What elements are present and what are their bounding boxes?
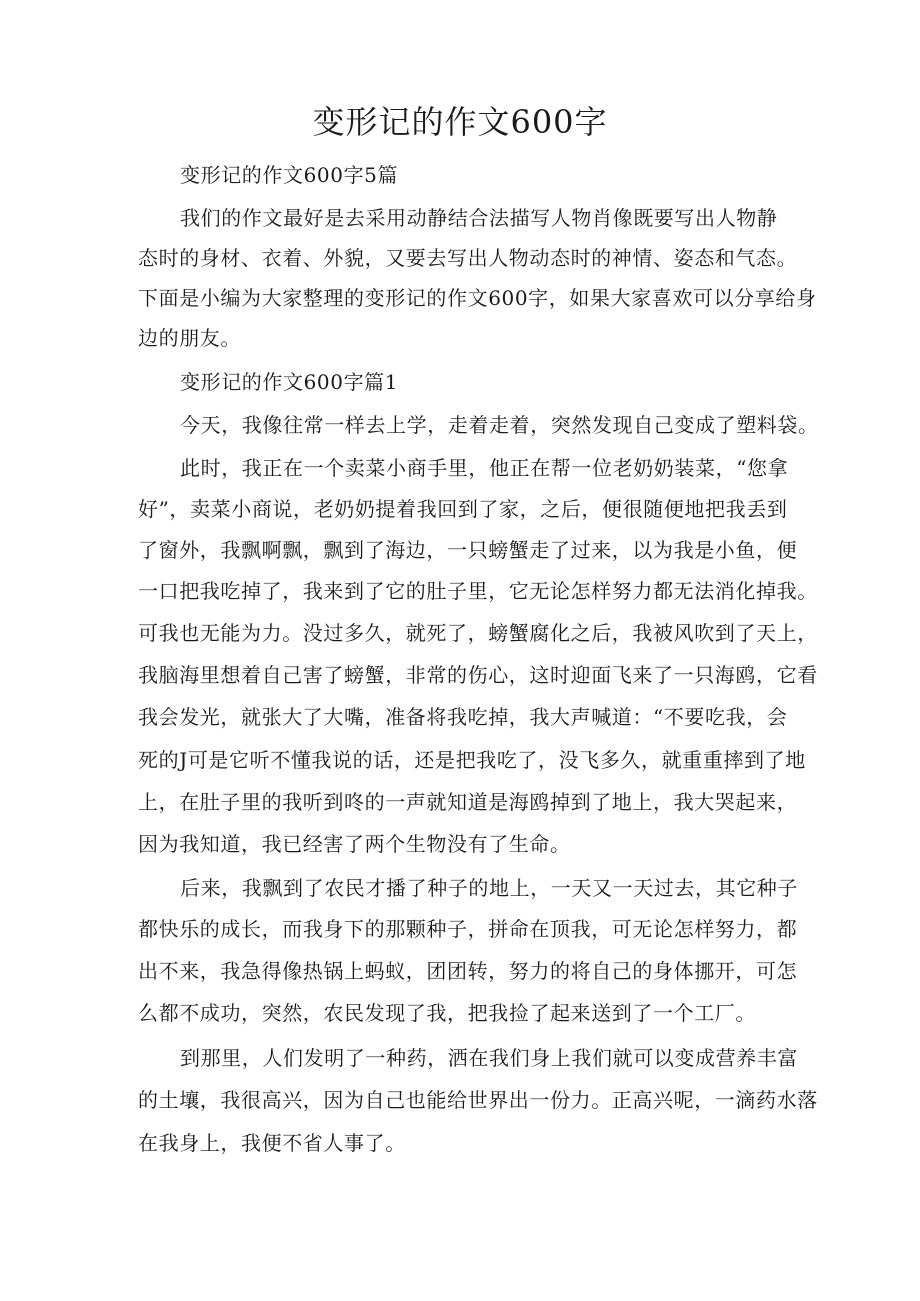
intro-line: 我们的作文最好是去采用动静结合法描写人物肖像既要写出人物静 [180,206,778,230]
paragraph-line: 一口把我吃掉了，我来到了它的肚子里，它无论怎样努力都无法消化掉我。 [138,579,818,603]
paragraph-line: 的土壤，我很高兴，因为自己也能给世界出一份力。正高兴呢，一滴药水落 [138,1088,818,1112]
paragraph-line: 么都不成功，突然，农民发现了我，把我捡了起来送到了一个工厂。 [138,1001,756,1025]
intro-line: 态时的身材、衣着、外貌，又要去写出人物动态时的神情、姿态和气态。 [138,246,798,270]
paragraph-line: 好”，卖菜小商说，老奶奶提着我回到了家，之后，便很随便地把我丢到 [138,497,788,521]
paragraph-line: 上，在肚子里的我听到咚的一声就知道是海鸥掉到了地上，我大哭起来， [138,790,798,814]
paragraph-line: 都快乐的成长，而我身下的那颗种子，拼命在顶我，可无论怎样努力，都 [138,917,798,941]
intro-line: 下面是小编为大家整理的变形记的作文600字，如果大家喜欢可以分享给身 [138,286,817,310]
paragraph-line: 后来，我飘到了农民才播了种子的地上，一天又一天过去，其它种子 [180,876,798,900]
intro-line: 边的朋友。 [138,326,241,350]
document-title: 变形记的作文600字 [312,103,608,141]
section-heading: 变形记的作文600字篇1 [180,370,399,394]
paragraph-line: 了窗外，我飘啊飘，飘到了海边，一只螃蟹走了过来，以为我是小鱼，便 [138,538,798,562]
paragraph-line: 可我也无能为力。没过多久，就死了，螃蟹腐化之后，我被风吹到了天上， [138,621,818,645]
document-subtitle: 变形记的作文600字5篇 [180,163,399,187]
paragraph-line: 出不来，我急得像热锅上蚂蚁，团团转，努力的将自己的身体挪开，可怎 [138,959,798,983]
paragraph-line: 死的J可是它听不懂我说的话，还是把我吃了，没飞多久，就重重摔到了地 [138,748,806,772]
paragraph-line: 我会发光，就张大了大嘴，准备将我吃掉，我大声喊道：“不要吃我，会 [138,705,788,729]
paragraph-line: 到那里，人们发明了一种药，洒在我们身上我们就可以变成营养丰富 [180,1046,798,1070]
paragraph-line: 今天，我像往常一样去上学，走着走着，突然发现自己变成了塑料袋。 [180,413,819,437]
paragraph-line: 在我身上，我便不省人事了。 [138,1131,406,1155]
paragraph-line: 因为我知道，我已经害了两个生物没有了生命。 [138,832,571,856]
paragraph-line: 此时，我正在一个卖菜小商手里，他正在帮一位老奶奶装菜，“您拿 [180,456,789,480]
paragraph-line: 我脑海里想着自己害了螃蟹，非常的伤心，这时迎面飞来了一只海鸥，它看 [138,663,818,687]
